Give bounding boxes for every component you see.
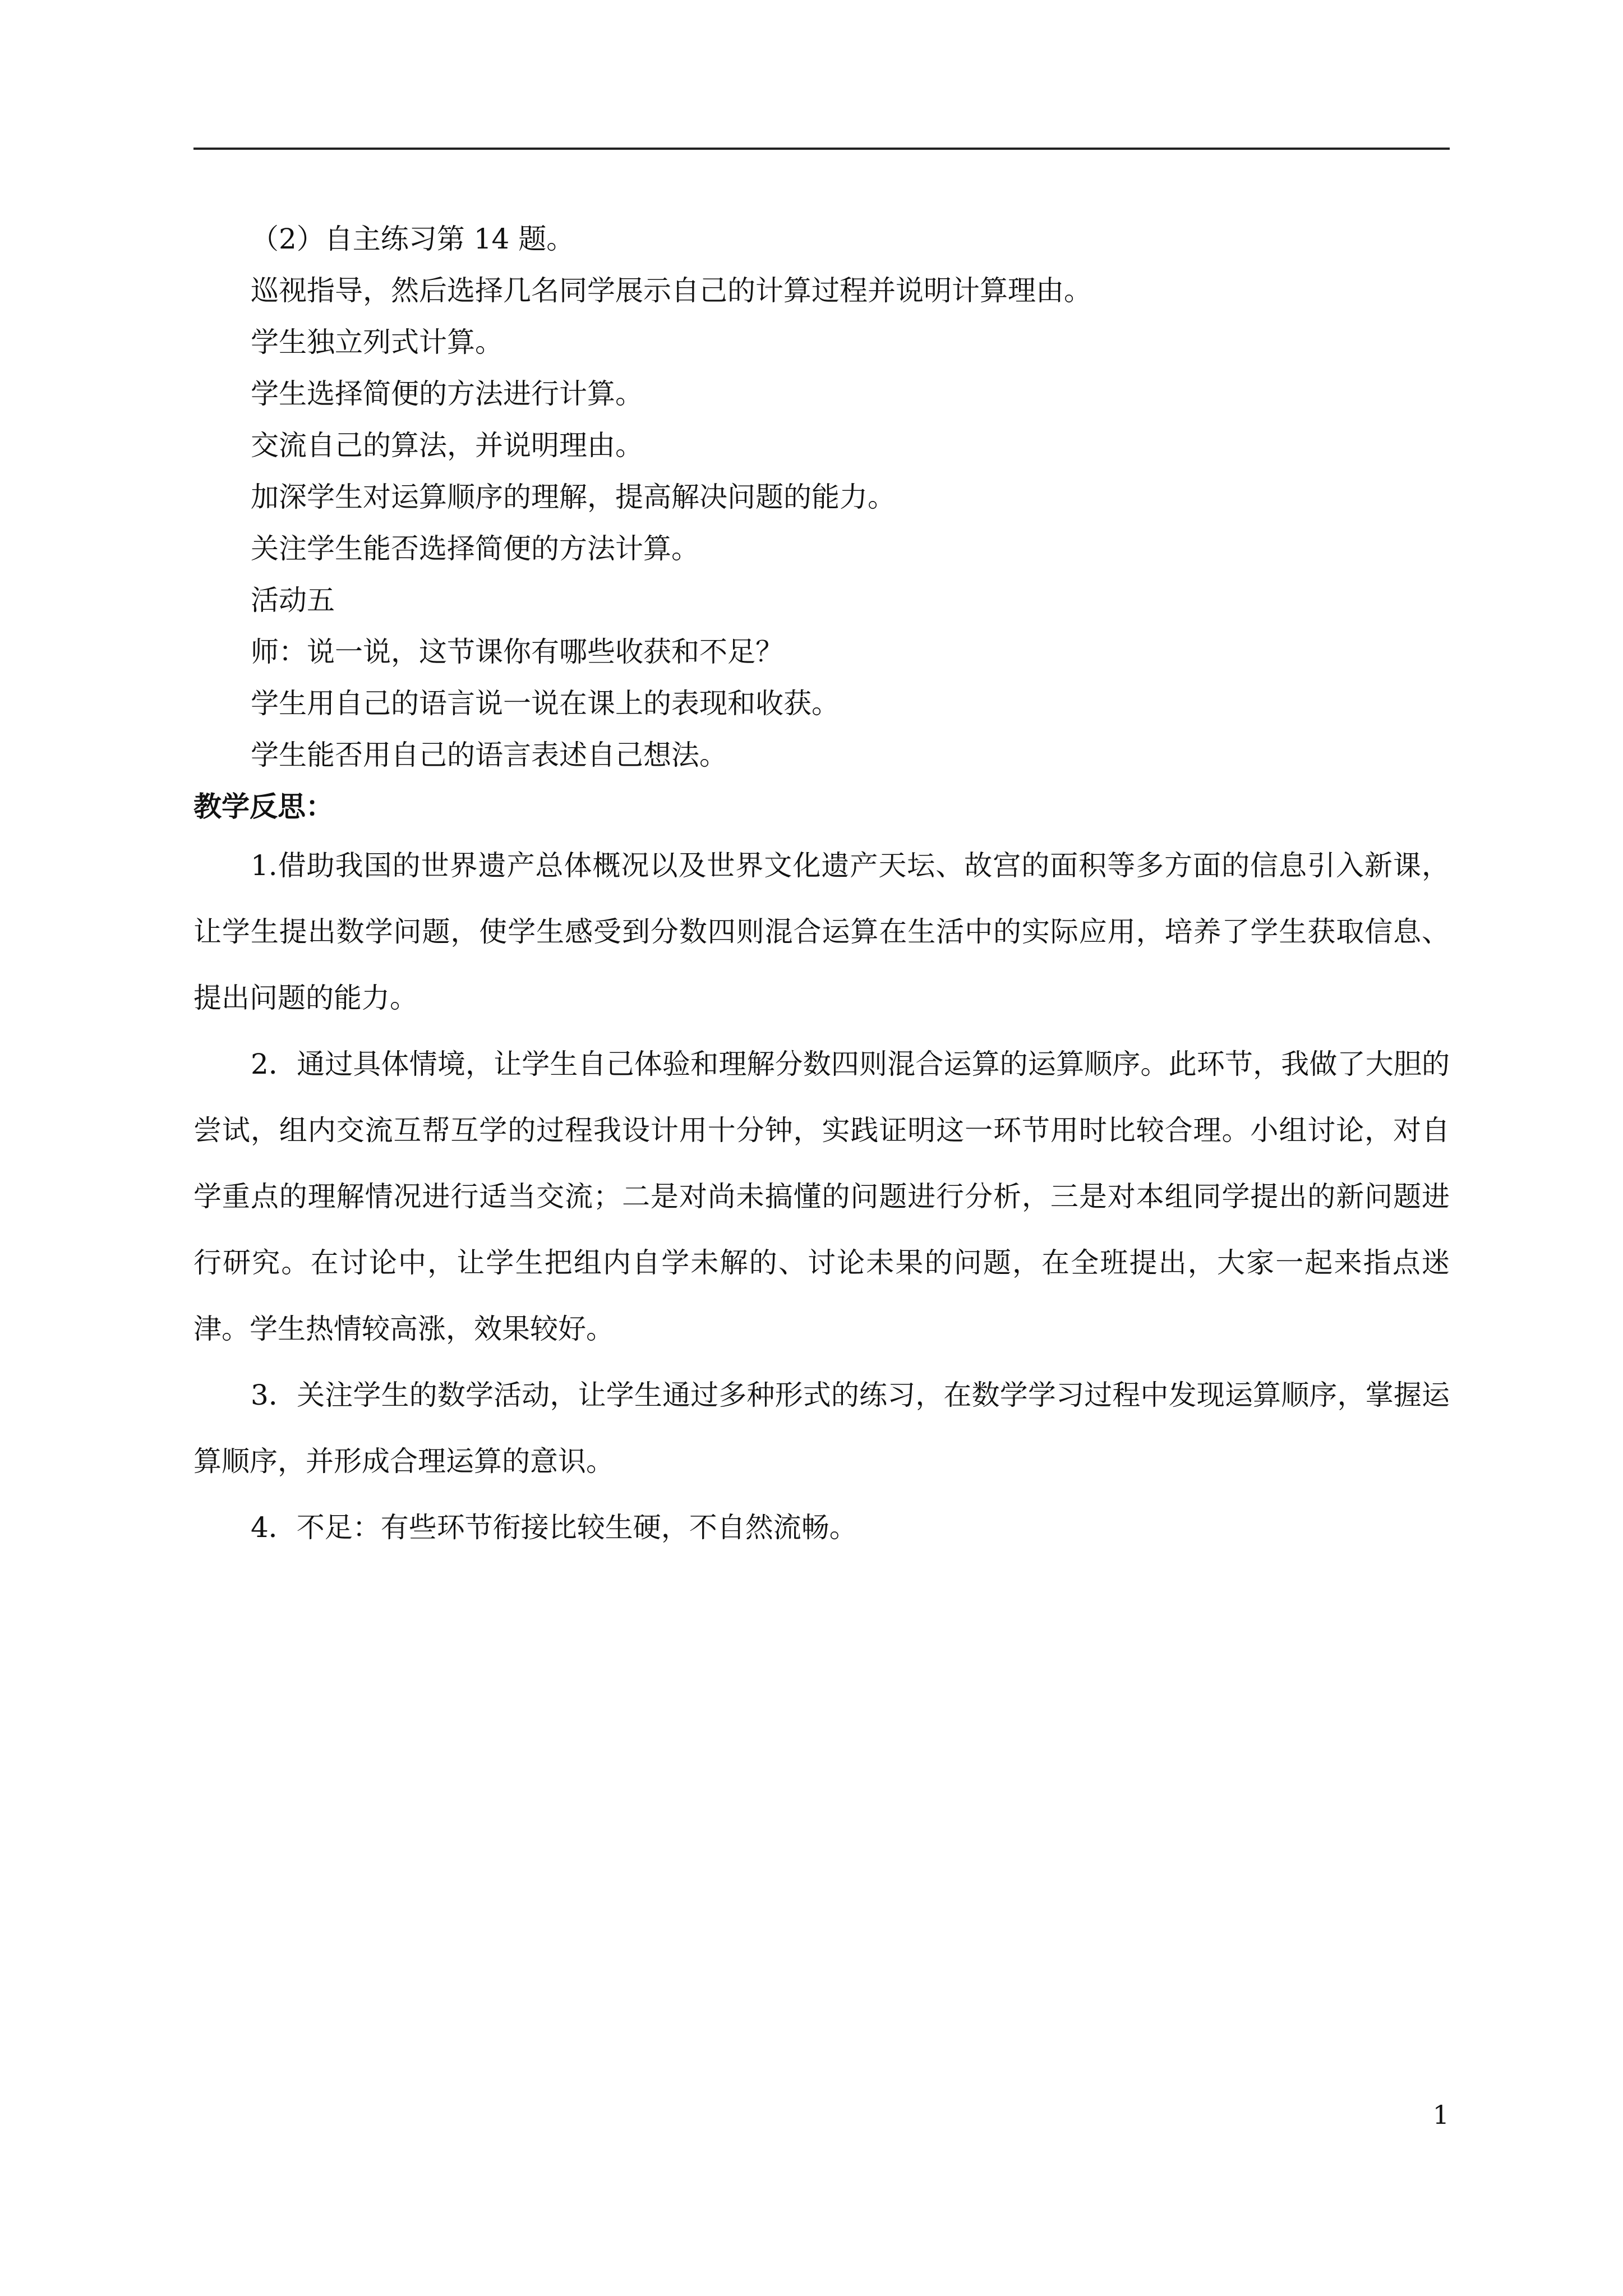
reflection-paragraph: 1.借助我国的世界遗产总体概况以及世界文化遗产天坛、故宫的面积等多方面的信息引入新课，让学生提出数学问题，使学生感受到分数四则混合运算在生活中的实际应用，培养了学生获取信息、提出问题的能力。 xyxy=(193,849,1450,1014)
text-line: 关注学生能否选择简便的方法计算。 xyxy=(251,532,699,565)
reflection-paragraph: 4．不足：有些环节衔接比较生硬，不自然流畅。 xyxy=(251,1511,857,1544)
text-line: 师：说一说，这节课你有哪些收获和不足？ xyxy=(251,636,783,668)
page-number: 1 xyxy=(1432,2100,1449,2130)
reflection-paragraph: 2．通过具体情境，让学生自己体验和理解分数四则混合运算的运算顺序。此环节，我做了大胆的尝试，组内交流互帮互学的过程我设计用十分钟，实践证明这一环节用时比较合理。小组讨论，对自学重点的理解情况进行适当交流；二是对尚未搞懂的问题进行分析，三是对本组同学提出的新问题进行研究。在讨论中，让学生把组内自学未解的、讨论未果的问题，在全班提出，大家一起来指点迷津。学生热情较高涨，效果较好。 xyxy=(193,1048,1450,1345)
text-line: 交流自己的算法，并说明理由。 xyxy=(251,429,643,462)
text-line: 学生选择简便的方法进行计算。 xyxy=(251,378,643,410)
text-line: 学生能否用自己的语言表述自己想法。 xyxy=(251,739,727,771)
header-rule xyxy=(193,148,1450,150)
text-line: 巡视指导，然后选择几名同学展示自己的计算过程并说明计算理由。 xyxy=(251,274,1092,307)
text-line: 加深学生对运算顺序的理解，提高解决问题的能力。 xyxy=(251,481,896,513)
text-line: 学生用自己的语言说一说在课上的表现和收获。 xyxy=(251,687,840,720)
reflection-paragraph: 3．关注学生的数学活动，让学生通过多种形式的练习，在数学学习过程中发现运算顺序，掌握运算顺序，并形成合理运算的意识。 xyxy=(193,1379,1450,1478)
activity-heading: 活动五 xyxy=(251,584,335,616)
document-body xyxy=(193,213,1450,1561)
text-line: 学生独立列式计算。 xyxy=(251,326,503,358)
text-line: （2）自主练习第 14 题。 xyxy=(251,223,575,255)
reflection-title: 教学反思： xyxy=(193,790,334,823)
